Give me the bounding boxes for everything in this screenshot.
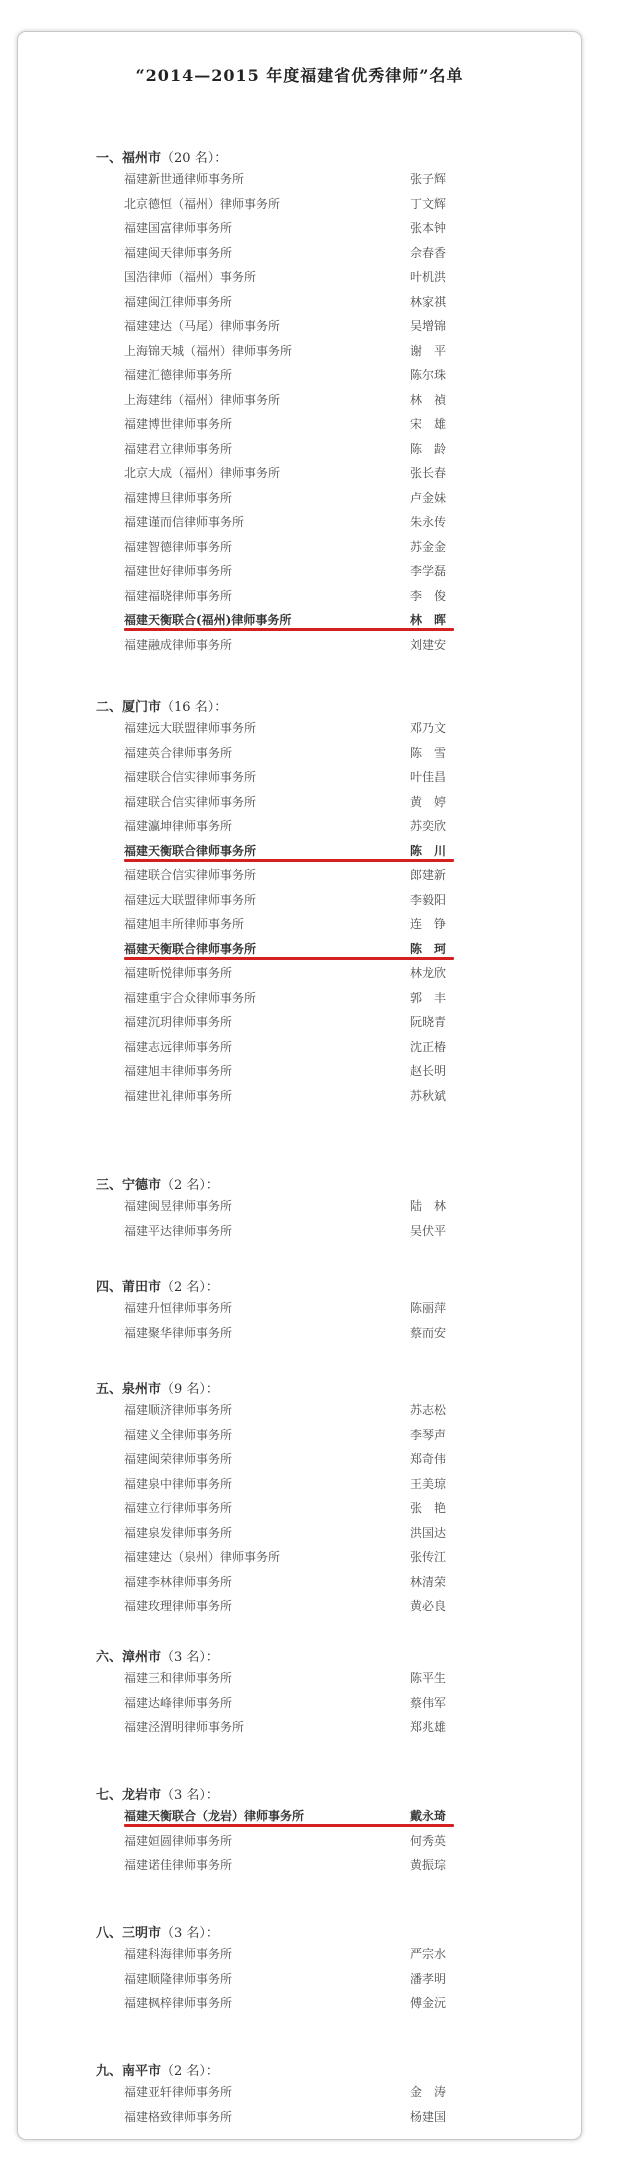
firm-name: 福建智德律师事务所 [124, 539, 233, 554]
lawyer-name: 郑兆雄 [410, 1720, 447, 1734]
list-item [18, 1968, 581, 1988]
list-item [18, 168, 581, 188]
list-item [18, 315, 581, 335]
lawyer-name: 丁文辉 [410, 196, 447, 211]
lawyer-name: 黄 婷 [410, 794, 447, 809]
lawyer-name: 傅金沅 [410, 1996, 447, 2010]
firm-name: 国浩律师（福州）事务所 [124, 270, 257, 284]
list-item [18, 217, 581, 237]
section-count: （2 名）： [161, 2064, 219, 2079]
firm-name: 福建建达（马尾）律师事务所 [124, 319, 281, 333]
lawyer-name: 苏金金 [410, 539, 447, 554]
list-item [18, 487, 581, 507]
section-heading [96, 2060, 219, 2079]
section-heading [96, 1174, 219, 1193]
lawyer-name: 叶佳昌 [410, 770, 447, 784]
firm-name: 福建闽荣律师事务所 [124, 1452, 233, 1466]
list-item [18, 1322, 581, 1342]
firm-name: 福建世礼律师事务所 [124, 1088, 233, 1103]
list-item [18, 2081, 581, 2101]
list-item [18, 536, 581, 556]
list-item [18, 511, 581, 531]
list-item [18, 1716, 581, 1736]
list-item [18, 364, 581, 384]
list-item [18, 913, 581, 933]
list-item [18, 1195, 581, 1215]
list-item [18, 1546, 581, 1566]
firm-name: 福建义全律师事务所 [124, 1427, 233, 1442]
section-count: （16 名）： [161, 700, 228, 715]
lawyer-name: 王美琼 [410, 1476, 447, 1491]
section-city: 一、福州市 [96, 151, 162, 166]
list-item [18, 1424, 581, 1444]
list-item [18, 2106, 581, 2126]
list-item [18, 560, 581, 580]
lawyer-name: 卢金妹 [410, 490, 447, 505]
lawyer-name: 苏奕欣 [410, 819, 447, 833]
list-item [18, 1830, 581, 1850]
lawyer-name: 苏志松 [410, 1403, 447, 1417]
section-count: （2 名）： [161, 1280, 219, 1295]
list-item [18, 1571, 581, 1591]
firm-name: 福建泉发律师事务所 [124, 1525, 233, 1540]
firm-name: 福建升恒律师事务所 [124, 1301, 233, 1315]
lawyer-name: 李学磊 [410, 564, 447, 578]
lawyer-name: 张长春 [410, 466, 447, 480]
firm-name: 福建姮圆律师事务所 [124, 1833, 233, 1848]
section-count: （3 名）： [161, 1650, 219, 1665]
firm-name: 福建世好律师事务所 [124, 564, 233, 578]
firm-name: 福建闽昱律师事务所 [124, 1199, 233, 1213]
firm-name: 福建玫理律师事务所 [124, 1599, 233, 1613]
lawyer-name: 沈正椿 [410, 1039, 447, 1054]
document-card [17, 31, 582, 2140]
firm-name: 福建天衡联合(福州)律师事务所 [124, 613, 292, 627]
list-item [18, 791, 581, 811]
lawyer-name: 叶机洪 [410, 270, 447, 284]
list-item [18, 340, 581, 360]
lawyer-name: 何秀英 [410, 1833, 447, 1848]
lawyer-name: 陈 雪 [410, 745, 447, 760]
lawyer-name: 严宗水 [410, 1947, 447, 1961]
firm-name: 福建达峰律师事务所 [124, 1695, 233, 1710]
lawyer-name: 陈 珂 [410, 941, 447, 956]
lawyer-name: 金 涛 [410, 2085, 447, 2099]
firm-name: 福建三和律师事务所 [124, 1671, 233, 1685]
lawyer-name: 张本钟 [410, 221, 447, 235]
lawyer-name: 刘建安 [410, 637, 447, 652]
section-city: 三、宁德市 [96, 1178, 162, 1193]
list-item [18, 438, 581, 458]
firm-name: 福建泾渭明律师事务所 [124, 1720, 245, 1734]
firm-name: 上海建纬（福州）律师事务所 [124, 392, 281, 407]
lawyer-name: 郭 丰 [410, 990, 447, 1005]
firm-name: 福建诺佳律师事务所 [124, 1858, 233, 1872]
lawyer-name: 陈 龄 [410, 441, 447, 456]
lawyer-name: 郎建新 [410, 868, 447, 882]
firm-name: 福建联合信实律师事务所 [124, 868, 257, 882]
firm-name: 福建顺济律师事务所 [124, 1403, 233, 1417]
firm-name: 福建沉玥律师事务所 [124, 1015, 233, 1029]
firm-name: 福建建达（泉州）律师事务所 [124, 1550, 281, 1564]
lawyer-name: 蔡伟军 [410, 1695, 447, 1710]
lawyer-name: 林清荣 [410, 1574, 447, 1589]
lawyer-name: 阮晓青 [410, 1015, 447, 1029]
section-heading [96, 147, 227, 166]
firm-name: 福建天衡联合（龙岩）律师事务所 [124, 1809, 305, 1823]
list-item [18, 413, 581, 433]
list-item [18, 193, 581, 213]
firm-name: 福建立行律师事务所 [124, 1501, 233, 1515]
lawyer-name: 谢 平 [410, 343, 447, 358]
firm-name: 福建英合律师事务所 [124, 745, 233, 760]
firm-name: 福建瀛坤律师事务所 [124, 819, 233, 833]
firm-name: 福建远大联盟律师事务所 [124, 721, 257, 735]
firm-name: 福建顺隆律师事务所 [124, 1971, 233, 1986]
firm-name: 福建远大联盟律师事务所 [124, 892, 257, 907]
list-item [18, 634, 581, 654]
lawyer-name: 张传江 [410, 1550, 447, 1564]
list-item [18, 938, 581, 958]
firm-name: 福建融成律师事务所 [124, 637, 233, 652]
lawyer-name: 连 铮 [410, 917, 447, 931]
lawyer-name: 杨建国 [410, 2109, 447, 2124]
section-city: 九、南平市 [96, 2064, 162, 2079]
firm-name: 福建李林律师事务所 [124, 1574, 233, 1589]
firm-name: 福建天衡联合律师事务所 [124, 843, 257, 858]
section-heading [96, 1378, 219, 1397]
lawyer-name: 林龙欣 [410, 966, 447, 980]
list-item [18, 987, 581, 1007]
lawyer-name: 郑奇伟 [410, 1452, 447, 1466]
firm-name: 福建格致律师事务所 [124, 2109, 233, 2124]
section-heading [96, 1922, 219, 1941]
list-item [18, 1943, 581, 1963]
list-item [18, 291, 581, 311]
list-item [18, 1060, 581, 1080]
section-count: （9 名）： [161, 1382, 219, 1397]
firm-name: 福建亚轩律师事务所 [124, 2085, 233, 2099]
list-item [18, 1595, 581, 1615]
lawyer-name: 李毅阳 [410, 892, 447, 907]
lawyer-name: 林 晖 [410, 613, 447, 627]
section-count: （2 名）： [161, 1178, 219, 1193]
list-item [18, 840, 581, 860]
highlight-underline [124, 628, 454, 631]
list-item [18, 889, 581, 909]
list-item [18, 742, 581, 762]
section-city: 四、莆田市 [96, 1280, 162, 1295]
firm-name: 福建国富律师事务所 [124, 221, 233, 235]
firm-name: 福建汇德律师事务所 [124, 368, 233, 382]
list-item [18, 717, 581, 737]
highlight-underline [124, 957, 454, 960]
list-item [18, 1473, 581, 1493]
firm-name: 福建平达律师事务所 [124, 1223, 233, 1238]
lawyer-name: 张 艳 [410, 1501, 447, 1515]
lawyer-name: 戴永琦 [410, 1809, 447, 1823]
section-heading [96, 1784, 219, 1803]
list-item [18, 1522, 581, 1542]
lawyer-name: 陆 林 [410, 1199, 447, 1213]
list-item [18, 766, 581, 786]
section-city: 五、泉州市 [96, 1382, 162, 1397]
firm-name: 北京德恒（福州）律师事务所 [124, 196, 281, 211]
list-item [18, 609, 581, 629]
highlight-underline [124, 1824, 454, 1827]
highlight-underline [124, 859, 454, 862]
lawyer-name: 林 禎 [410, 392, 447, 407]
lawyer-name: 林家祺 [410, 294, 447, 309]
lawyer-name: 黄振琮 [410, 1858, 447, 1872]
firm-name: 福建联合信实律师事务所 [124, 770, 257, 784]
list-item [18, 864, 581, 884]
list-item [18, 462, 581, 482]
section-heading [96, 1276, 219, 1295]
firm-name: 福建旭丰律师事务所 [124, 1064, 233, 1078]
list-item [18, 1854, 581, 1874]
list-item [18, 1011, 581, 1031]
lawyer-name: 张子辉 [410, 172, 447, 186]
firm-name: 福建君立律师事务所 [124, 441, 233, 456]
list-item [18, 242, 581, 262]
list-item [18, 1805, 581, 1825]
section-count: （20 名）： [161, 151, 228, 166]
firm-name: 福建聚华律师事务所 [124, 1325, 233, 1340]
firm-name: 上海锦天城（福州）律师事务所 [124, 343, 293, 358]
list-item [18, 815, 581, 835]
list-item [18, 1220, 581, 1240]
firm-name: 福建旭丰所律师事务所 [124, 917, 245, 931]
lawyer-name: 黄必良 [410, 1599, 447, 1613]
firm-name: 福建闽江律师事务所 [124, 294, 233, 309]
firm-name: 福建新世通律师事务所 [124, 172, 245, 186]
list-item [18, 1497, 581, 1517]
list-item [18, 1085, 581, 1105]
section-heading [96, 1646, 219, 1665]
list-item [18, 1692, 581, 1712]
firm-name: 福建福晓律师事务所 [124, 588, 233, 603]
lawyer-name: 蔡而安 [410, 1325, 447, 1340]
lawyer-name: 邓乃文 [410, 721, 447, 735]
page-title: “2014—2015 年度福建省优秀律师”名单 [135, 66, 464, 85]
list-item [18, 266, 581, 286]
section-city: 六、漳州市 [96, 1650, 162, 1665]
firm-name: 北京大成（福州）律师事务所 [124, 466, 281, 480]
list-item [18, 1399, 581, 1419]
firm-name: 福建谨而信律师事务所 [124, 515, 245, 529]
list-item [18, 962, 581, 982]
lawyer-name: 吴增锦 [410, 319, 447, 333]
list-item [18, 1667, 581, 1687]
list-item [18, 1297, 581, 1317]
lawyer-name: 苏秋斌 [410, 1088, 447, 1103]
firm-name: 福建科海律师事务所 [124, 1947, 233, 1961]
list-item [18, 585, 581, 605]
lawyer-name: 陈 川 [410, 843, 447, 858]
lawyer-name: 陈平生 [410, 1671, 447, 1685]
lawyer-name: 赵长明 [410, 1064, 447, 1078]
lawyer-name: 佘春香 [410, 245, 447, 260]
firm-name: 福建泉中律师事务所 [124, 1476, 233, 1491]
firm-name: 福建博世律师事务所 [124, 417, 233, 431]
section-count: （3 名）： [161, 1788, 219, 1803]
lawyer-name: 陈尔珠 [410, 368, 447, 382]
section-city: 七、龙岩市 [96, 1788, 162, 1803]
list-item [18, 1036, 581, 1056]
firm-name: 福建志远律师事务所 [124, 1039, 233, 1054]
firm-name: 福建闽天律师事务所 [124, 245, 233, 260]
lawyer-name: 吴伏平 [410, 1223, 447, 1238]
firm-name: 福建天衡联合律师事务所 [124, 941, 257, 956]
lawyer-name: 潘孝明 [410, 1971, 447, 1986]
lawyer-name: 陈丽萍 [410, 1301, 447, 1315]
section-heading [96, 696, 227, 715]
lawyer-name: 洪国达 [410, 1525, 447, 1540]
firm-name: 福建重宇合众律师事务所 [124, 990, 257, 1005]
section-city: 二、厦门市 [96, 700, 162, 715]
list-item [18, 389, 581, 409]
lawyer-list [18, 32, 581, 2139]
section-city: 八、三明市 [96, 1926, 162, 1941]
lawyer-name: 李 俊 [410, 588, 447, 603]
firm-name: 福建联合信实律师事务所 [124, 794, 257, 809]
firm-name: 福建枫梓律师事务所 [124, 1996, 233, 2010]
lawyer-name: 宋 雄 [410, 417, 447, 431]
lawyer-name: 李琴声 [410, 1427, 447, 1442]
lawyer-name: 朱永传 [410, 515, 447, 529]
firm-name: 福建昕悦律师事务所 [124, 966, 233, 980]
section-count: （3 名）： [161, 1926, 219, 1941]
list-item [18, 1448, 581, 1468]
firm-name: 福建博旦律师事务所 [124, 490, 233, 505]
list-item [18, 1992, 581, 2012]
